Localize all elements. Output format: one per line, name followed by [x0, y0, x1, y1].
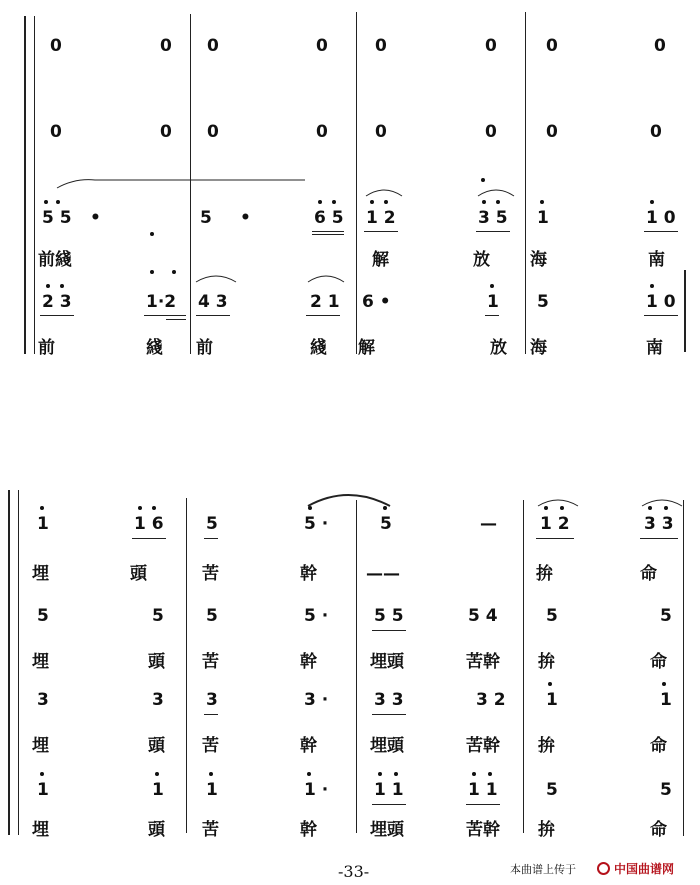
melody-note: 5 5 [374, 606, 404, 626]
octave-dot [56, 200, 60, 204]
site-name-link[interactable]: 中国曲谱网 [614, 862, 675, 876]
melody-note: 1 [37, 514, 49, 534]
lyric: 幹 [300, 820, 317, 840]
lyric: 前 [196, 338, 213, 358]
melody-note: 5 [546, 606, 558, 626]
octave-dot [152, 506, 156, 510]
lyric: 苦幹 [466, 736, 500, 756]
melody-note: 5 [37, 606, 49, 626]
octave-dot [60, 284, 64, 288]
lyric: 綫 [310, 338, 327, 358]
octave-dot [544, 506, 548, 510]
octave-dot [540, 200, 544, 204]
beam [536, 538, 574, 539]
octave-dot [662, 682, 666, 686]
slur [55, 176, 315, 190]
beam [644, 315, 678, 316]
melody-note: 1·2 [146, 292, 177, 312]
slur [364, 184, 404, 198]
lyric: 南 [646, 338, 663, 358]
melody-note: 1 2 [540, 514, 570, 534]
lyric: 幹 [300, 736, 317, 756]
lyric: 幹 [300, 564, 317, 584]
octave-dot [378, 772, 382, 776]
melody-note: 5 [206, 606, 218, 626]
octave-dot [318, 200, 322, 204]
melody-note: 3 [206, 690, 218, 710]
melody-note: 3 [37, 690, 49, 710]
melody-dot: • [90, 208, 101, 228]
barline [523, 500, 524, 833]
octave-dot [172, 270, 176, 274]
octave-dot [383, 506, 387, 510]
octave-dot [155, 772, 159, 776]
melody-note: 1 0 [646, 292, 676, 312]
lyric: 前 [38, 338, 55, 358]
beam [476, 231, 510, 232]
melody-note: 3 [152, 690, 164, 710]
octave-dot [648, 506, 652, 510]
rest: 0 [375, 122, 387, 142]
system-end-bar [683, 500, 684, 836]
lyric: 埋 [32, 736, 49, 756]
octave-dot [332, 200, 336, 204]
octave-dot [490, 284, 494, 288]
melody-note: 5 5 [42, 208, 72, 228]
melody-note: 1 [546, 690, 558, 710]
octave-dot [46, 284, 50, 288]
slur [640, 494, 684, 508]
rest: 0 [316, 122, 328, 142]
melody-note: 5 [660, 780, 672, 800]
lyric: 命 [650, 652, 667, 672]
rest: 0 [316, 36, 328, 56]
beam [312, 234, 344, 235]
beam [485, 315, 499, 316]
octave-dot [138, 506, 142, 510]
octave-dot [384, 200, 388, 204]
lyric: 放 [490, 338, 507, 358]
melody-note: 5 [206, 514, 218, 534]
octave-dot [560, 506, 564, 510]
barline [356, 500, 357, 833]
melody-note: 1 · [304, 780, 329, 800]
melody-note: 5 4 [468, 606, 498, 626]
system-bracket-inner [18, 490, 19, 835]
melody-note: 1 [37, 780, 49, 800]
tie [306, 490, 392, 508]
melody-note: 2 1 [310, 292, 340, 312]
melody-note: 3 5 [478, 208, 508, 228]
lyric: 命 [640, 564, 657, 584]
rest: 0 [50, 36, 62, 56]
slur [194, 270, 238, 284]
lyric: 埋 [32, 652, 49, 672]
beam [372, 804, 406, 805]
melody-note: 5 [200, 208, 212, 228]
beam [372, 630, 406, 631]
lyric: 埋 [32, 564, 49, 584]
lyric: 頭 [148, 652, 165, 672]
barline [525, 12, 526, 354]
octave-dot [44, 200, 48, 204]
melody-note: 3 2 [476, 690, 506, 710]
beam [204, 538, 218, 539]
lyric: 解 [358, 338, 375, 358]
lyric: 幹 [300, 652, 317, 672]
rest: 0 [207, 122, 219, 142]
system-bracket [24, 16, 26, 354]
lyric: 前綫 [38, 250, 72, 270]
lyric: 命 [650, 736, 667, 756]
melody-note: 6 • [362, 292, 391, 312]
lyric: 南 [648, 250, 665, 270]
lyric: 命 [650, 820, 667, 840]
lyric: 頭 [148, 820, 165, 840]
octave-dot [482, 200, 486, 204]
lyric: 頭 [148, 736, 165, 756]
lyric: 苦 [202, 820, 219, 840]
lyric: 放 [473, 250, 490, 270]
rest: 0 [546, 122, 558, 142]
melody-dash: — [480, 514, 497, 534]
lyric: 解 [372, 250, 389, 270]
barline [356, 12, 357, 354]
lyric: 苦 [202, 736, 219, 756]
melody-note: 1 [660, 690, 672, 710]
melody-note: 5 · [304, 606, 329, 626]
octave-dot [472, 772, 476, 776]
melody-note: 2 3 [42, 292, 72, 312]
lyric: 拚 [538, 652, 555, 672]
beam [644, 231, 678, 232]
beam [466, 804, 500, 805]
rest: 0 [650, 122, 662, 142]
melody-note: 5 [537, 292, 549, 312]
lyric: 苦 [202, 652, 219, 672]
octave-dot [150, 270, 154, 274]
beam [166, 319, 186, 320]
rest: 0 [50, 122, 62, 142]
slur [306, 270, 346, 284]
lyric: 拚 [538, 736, 555, 756]
beam [364, 231, 398, 232]
octave-dot [307, 772, 311, 776]
melody-note: 3 · [304, 690, 329, 710]
slur [536, 494, 580, 508]
beam [40, 315, 74, 316]
rest: 0 [546, 36, 558, 56]
lyric: 埋 [32, 820, 49, 840]
melody-note: 5 [660, 606, 672, 626]
octave-dot [481, 178, 485, 182]
lyric: 拚 [538, 820, 555, 840]
beam [204, 714, 218, 715]
octave-dot [40, 506, 44, 510]
lyric: 苦幹 [466, 652, 500, 672]
lyric: 埋頭 [370, 820, 404, 840]
melody-dot: • [240, 208, 251, 228]
melody-note: 3 3 [644, 514, 674, 534]
octave-dot [488, 772, 492, 776]
rest: 0 [485, 122, 497, 142]
melody-note: 5 [380, 514, 392, 534]
octave-dot [650, 200, 654, 204]
rest: 0 [160, 122, 172, 142]
melody-note: 1 1 [468, 780, 498, 800]
melody-note: 1 1 [374, 780, 404, 800]
octave-dot [209, 772, 213, 776]
melody-note: 3 3 [374, 690, 404, 710]
rest: 0 [160, 36, 172, 56]
slur [476, 184, 516, 198]
site-logo-icon [597, 862, 610, 875]
melody-note: 4 3 [198, 292, 228, 312]
upload-note: 本曲谱上传于 [510, 863, 576, 876]
melody-note: 1 [206, 780, 218, 800]
lyric: 拚 [536, 564, 553, 584]
melody-note: 1 6 [134, 514, 164, 534]
page-number: -33- [338, 862, 370, 881]
octave-dot [370, 200, 374, 204]
melody-note: 1 [487, 292, 499, 312]
lyric-extension: —— [366, 564, 400, 584]
lyric: 埋頭 [370, 652, 404, 672]
melody-note: 1 [537, 208, 549, 228]
barline [186, 498, 187, 833]
lyric: 綫 [146, 338, 163, 358]
beam [132, 538, 166, 539]
lyric: 頭 [130, 564, 147, 584]
rest: 0 [485, 36, 497, 56]
melody-note: 1 2 [366, 208, 396, 228]
melody-note: 5 [152, 606, 164, 626]
lyric: 海 [530, 338, 547, 358]
low-dot [150, 232, 154, 236]
octave-dot [650, 284, 654, 288]
beam [372, 714, 406, 715]
system-end-bar [684, 270, 686, 352]
lyric: 埋頭 [370, 736, 404, 756]
beam [196, 315, 230, 316]
system-bracket [8, 490, 10, 835]
beam [312, 231, 344, 232]
melody-note: 6 5 [314, 208, 344, 228]
rest: 0 [207, 36, 219, 56]
octave-dot [548, 682, 552, 686]
octave-dot [664, 506, 668, 510]
melody-note: 1 0 [646, 208, 676, 228]
octave-dot [394, 772, 398, 776]
lyric: 苦 [202, 564, 219, 584]
octave-dot [496, 200, 500, 204]
lyric: 海 [530, 250, 547, 270]
beam [306, 315, 340, 316]
melody-note: 1 [152, 780, 164, 800]
rest: 0 [375, 36, 387, 56]
rest: 0 [654, 36, 666, 56]
beam [144, 315, 186, 316]
lyric: 苦幹 [466, 820, 500, 840]
beam [640, 538, 678, 539]
system-bracket-inner [34, 16, 35, 354]
melody-note: 5 · [304, 514, 329, 534]
octave-dot [40, 772, 44, 776]
melody-note: 5 [546, 780, 558, 800]
